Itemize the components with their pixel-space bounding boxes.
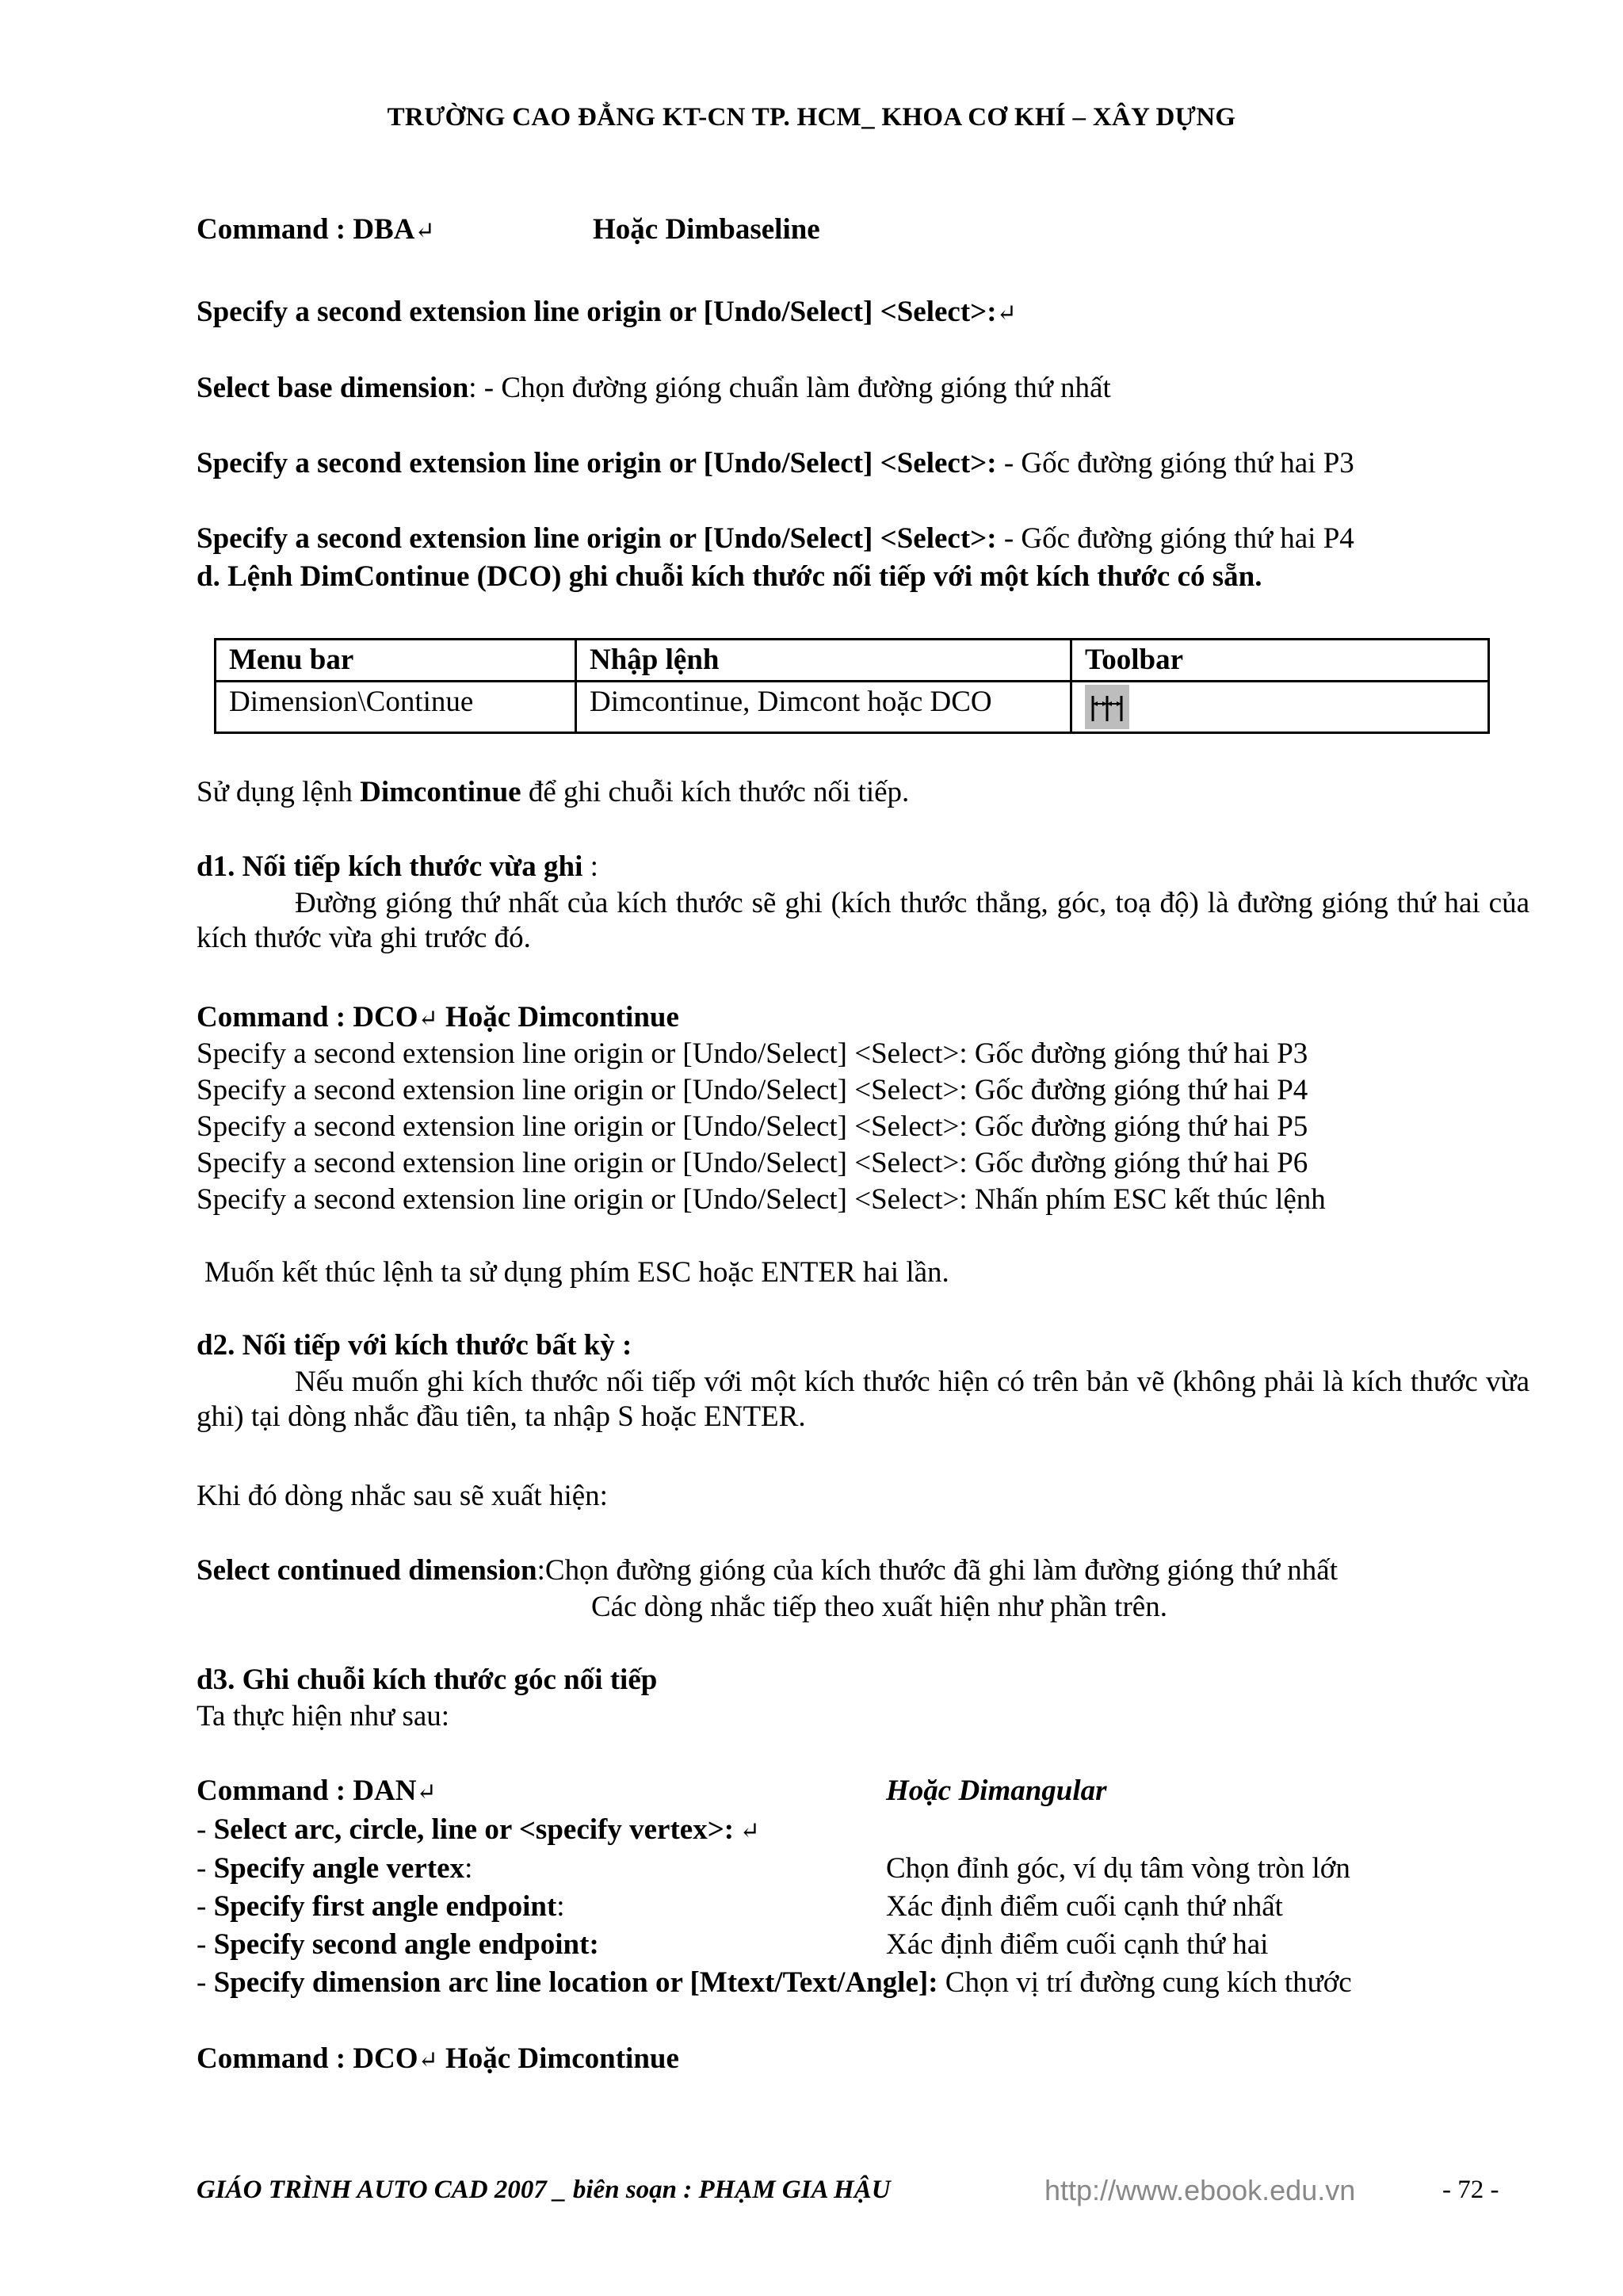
dba-prompt2-line: [197, 446, 1354, 481]
dba-command-alt: Hoặc Dimbaseline: [593, 213, 820, 246]
d3-item4-line: - Specify second angle endpoint:: [197, 1928, 599, 1961]
d2-select-line: [197, 1553, 1338, 1588]
d1-prompt-line: Specify a second extension line origin or [Undo/Select] <Select>: Gốc đường gióng thứ hai P5: [197, 1110, 1308, 1143]
dba-command: Command : DBA: [197, 213, 415, 246]
command-table: [214, 638, 1490, 734]
d3-item5-desc: Chọn vị trí đường cung kích thước: [938, 1966, 1352, 1999]
intro-line: [197, 775, 909, 810]
d1-command-line: [197, 1000, 679, 1037]
footer-url: http://www.ebook.edu.vn: [1044, 2174, 1356, 2206]
d1-title-suffix: :: [582, 850, 598, 883]
dba-select-base-line: [197, 371, 1111, 406]
enter-symbol: ↵: [418, 2047, 438, 2073]
d3-subtitle: Ta thực hiện như sau:: [197, 1700, 450, 1733]
table-cell-menu-bar: Dimension\Continue: [216, 682, 576, 733]
d2-select-desc2: Các dòng nhắc tiếp theo xuất hiện như phần trên.: [591, 1591, 1167, 1623]
d2-title: d2. Nối tiếp với kích thước bất kỳ :: [197, 1329, 632, 1362]
d3-command: Command : DAN: [197, 1775, 417, 1807]
page-number: - 72 -: [1442, 2176, 1499, 2204]
d3-title: d3. Ghi chuỗi kích thước góc nối tiếp: [197, 1664, 658, 1696]
section-d-title: d. Lệnh DimContinue (DCO) ghi chuỗi kích thước nối tiếp với một kích thước có sẵn.: [197, 560, 1262, 593]
enter-symbol: ↵: [418, 1006, 438, 1032]
d2-paragraph: Nếu muốn ghi kích thước nối tiếp với một kích thước hiện có trên bản vẽ (không phải là kích thước vừa ghi) tại dòng nhắc đầu tiên, ta nhập S hoặc ENTER.: [197, 1366, 1529, 1433]
d1-paragraph: Đường gióng thứ nhất của kích thước sẽ ghi (kích thước thẳng, góc, toạ độ) là đường gióng thứ hai của kích thước vừa ghi trước đó.: [197, 887, 1529, 954]
dba-prompt3-label: Specify a second extension line origin or [Undo/Select] <Select>:: [197, 522, 997, 555]
dba-prompt2-label: Specify a second extension line origin or [Undo/Select] <Select>:: [197, 447, 997, 479]
d3-item3-line: - Specify first angle endpoint:: [197, 1890, 565, 1923]
d3-command-alt: Hoặc Dimangular: [886, 1775, 1107, 1807]
table-cell-toolbar: [1071, 682, 1489, 733]
footer-title: GIÁO TRÌNH AUTO CAD 2007 _ biên soạn : PHẠM GIA HẬU: [197, 2176, 891, 2204]
d3-item2-line: - Specify angle vertex:: [197, 1852, 473, 1885]
dba-prompt1: Specify a second extension line origin or [Undo/Select] <Select>:: [197, 296, 997, 328]
d3-command2-line: [197, 2042, 679, 2078]
d1-title-line: [197, 850, 598, 884]
d1-prompt-line: Specify a second extension line origin or [Undo/Select] <Select>: Gốc đường gióng thứ hai P6: [197, 1147, 1308, 1179]
page-header: TRƯỜNG CAO ĐẲNG KT-CN TP. HCM_ KHOA CƠ KHÍ – XÂY DỰNG: [387, 103, 1236, 132]
enter-symbol: ↵: [414, 218, 435, 244]
dba-command-line: [197, 212, 435, 249]
d3-item4-desc: Xác định điểm cuối cạnh thứ hai: [886, 1928, 1269, 1961]
enter-symbol: ↵: [416, 1779, 437, 1805]
dba-select-base-desc: : - Chọn đường gióng chuẩn làm đường gióng thứ nhất: [468, 372, 1111, 404]
d2-when: Khi đó dòng nhắc sau sẽ xuất hiện:: [197, 1480, 608, 1512]
table-row: [216, 682, 1489, 733]
d1-title: d1. Nối tiếp kích thước vừa ghi: [197, 850, 583, 883]
dim-continue-icon: [1085, 685, 1129, 729]
dba-prompt3-line: [197, 521, 1354, 556]
table-cell-command: Dimcontinue, Dimcont hoặc DCO: [576, 682, 1071, 733]
d1-prompt-line: Specify a second extension line origin or [Undo/Select] <Select>: Nhấn phím ESC kết thúc lệnh: [197, 1183, 1326, 1216]
d3-item5-label: Specify dimension arc line location or [Mtext/Text/Angle]:: [213, 1966, 938, 1999]
intro-prefix: Sử dụng lệnh: [197, 776, 361, 808]
intro-suffix: để ghi chuỗi kích thước nối tiếp.: [521, 776, 910, 808]
dba-prompt3-desc: - Gốc đường gióng thứ hai P4: [996, 522, 1354, 555]
dba-prompt1-line: [197, 295, 1017, 331]
dba-select-base-label: Select base dimension: [197, 372, 469, 404]
table-header-menu-bar: Menu bar: [216, 640, 576, 682]
d3-item5-line: - Specify dimension arc line location or [Mtext/Text/Angle]: Chọn vị trí đường cung kích thước: [197, 1966, 1352, 1999]
intro-bold: Dimcontinue: [360, 776, 521, 808]
d3-item1: Select arc, circle, line or <specify vertex>:: [213, 1813, 735, 1846]
d1-note: Muốn kết thúc lệnh ta sử dụng phím ESC hoặc ENTER hai lần.: [204, 1256, 949, 1289]
d2-select-label: Select continued dimension: [197, 1554, 537, 1587]
table-header-row: [216, 640, 1489, 682]
d1-prompt-line: Specify a second extension line origin or [Undo/Select] <Select>: Gốc đường gióng thứ hai P4: [197, 1074, 1308, 1106]
dba-prompt2-desc: - Gốc đường gióng thứ hai P3: [996, 447, 1354, 479]
d3-item1-line: - Select arc, circle, line or <specify vertex>: ↵: [197, 1813, 760, 1846]
enter-symbol: ↵: [996, 300, 1017, 327]
d2-select-desc: :Chọn đường gióng của kích thước đã ghi làm đường gióng thứ nhất: [537, 1554, 1338, 1587]
d1-command-alt: Hoặc Dimcontinue: [437, 1001, 679, 1033]
d3-item2-label: Specify angle vertex: [213, 1852, 465, 1885]
d3-command-line: [197, 1774, 437, 1810]
d1-prompt-line: Specify a second extension line origin or [Undo/Select] <Select>: Gốc đường gióng thứ hai P3: [197, 1037, 1308, 1070]
d1-command: Command : DCO: [197, 1001, 418, 1033]
d3-command2: Command : DCO: [197, 2042, 418, 2075]
enter-symbol: ↵: [734, 1818, 760, 1844]
d3-item4-label: Specify second angle endpoint:: [213, 1928, 599, 1961]
table-header-toolbar: Toolbar: [1071, 640, 1489, 682]
d3-item2-desc: Chọn đỉnh góc, ví dụ tâm vòng tròn lớn: [886, 1852, 1350, 1885]
d3-item3-label: Specify first angle endpoint: [213, 1890, 557, 1923]
d3-command2-alt: Hoặc Dimcontinue: [437, 2042, 679, 2075]
d3-item3-desc: Xác định điểm cuối cạnh thứ nhất: [886, 1890, 1283, 1923]
table-header-command: Nhập lệnh: [576, 640, 1071, 682]
